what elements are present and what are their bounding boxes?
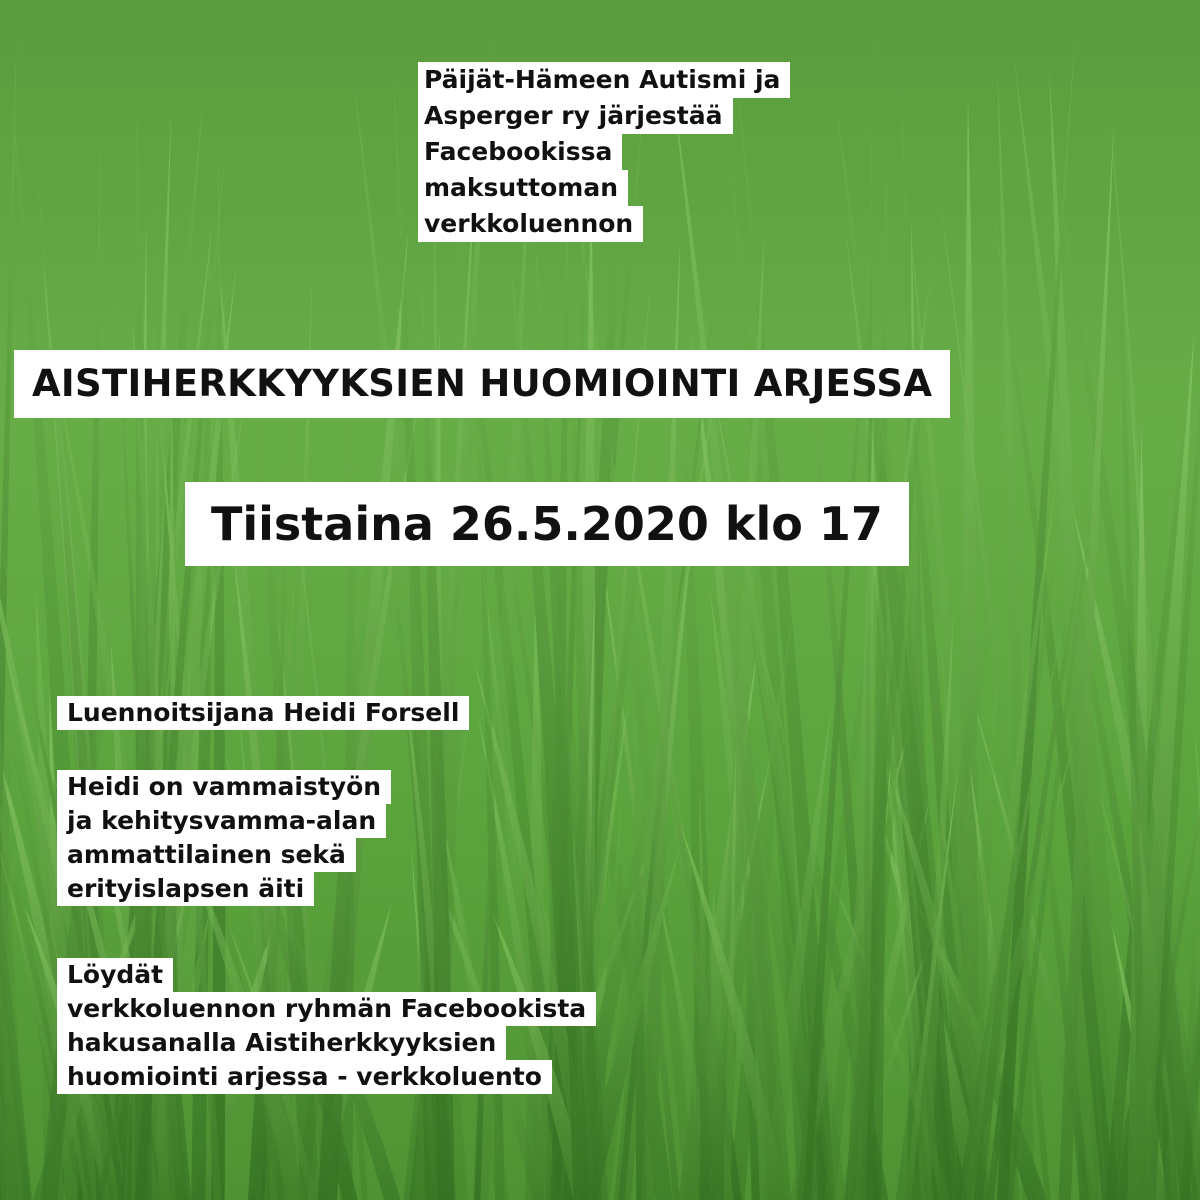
intro-line-5: verkkoluennon	[418, 206, 643, 242]
intro-line-3: Facebookissa	[418, 134, 622, 170]
intro-line-1: Päijät-Hämeen Autismi ja	[418, 62, 790, 98]
find-line-1: Löydät	[57, 958, 173, 992]
bio-line-4: erityislapsen äiti	[57, 872, 314, 906]
intro-line-4: maksuttoman	[418, 170, 628, 206]
event-date: Tiistaina 26.5.2020 klo 17	[185, 482, 909, 566]
event-title: AISTIHERKKYYKSIEN HUOMIOINTI ARJESSA	[14, 350, 950, 418]
find-line-2: verkkoluennon ryhmän Facebookista	[57, 992, 596, 1026]
find-line-4: huomiointi arjessa - verkkoluento	[57, 1060, 552, 1094]
bio-line-2: ja kehitysvamma-alan	[57, 804, 386, 838]
lecturer-line: Luennoitsijana Heidi Forsell	[57, 696, 469, 730]
intro-line-2: Asperger ry järjestää	[418, 98, 733, 134]
find-line-3: hakusanalla Aistiherkkyyksien	[57, 1026, 506, 1060]
bio-line-3: ammattilainen sekä	[57, 838, 356, 872]
bio-line-1: Heidi on vammaistyön	[57, 770, 391, 804]
